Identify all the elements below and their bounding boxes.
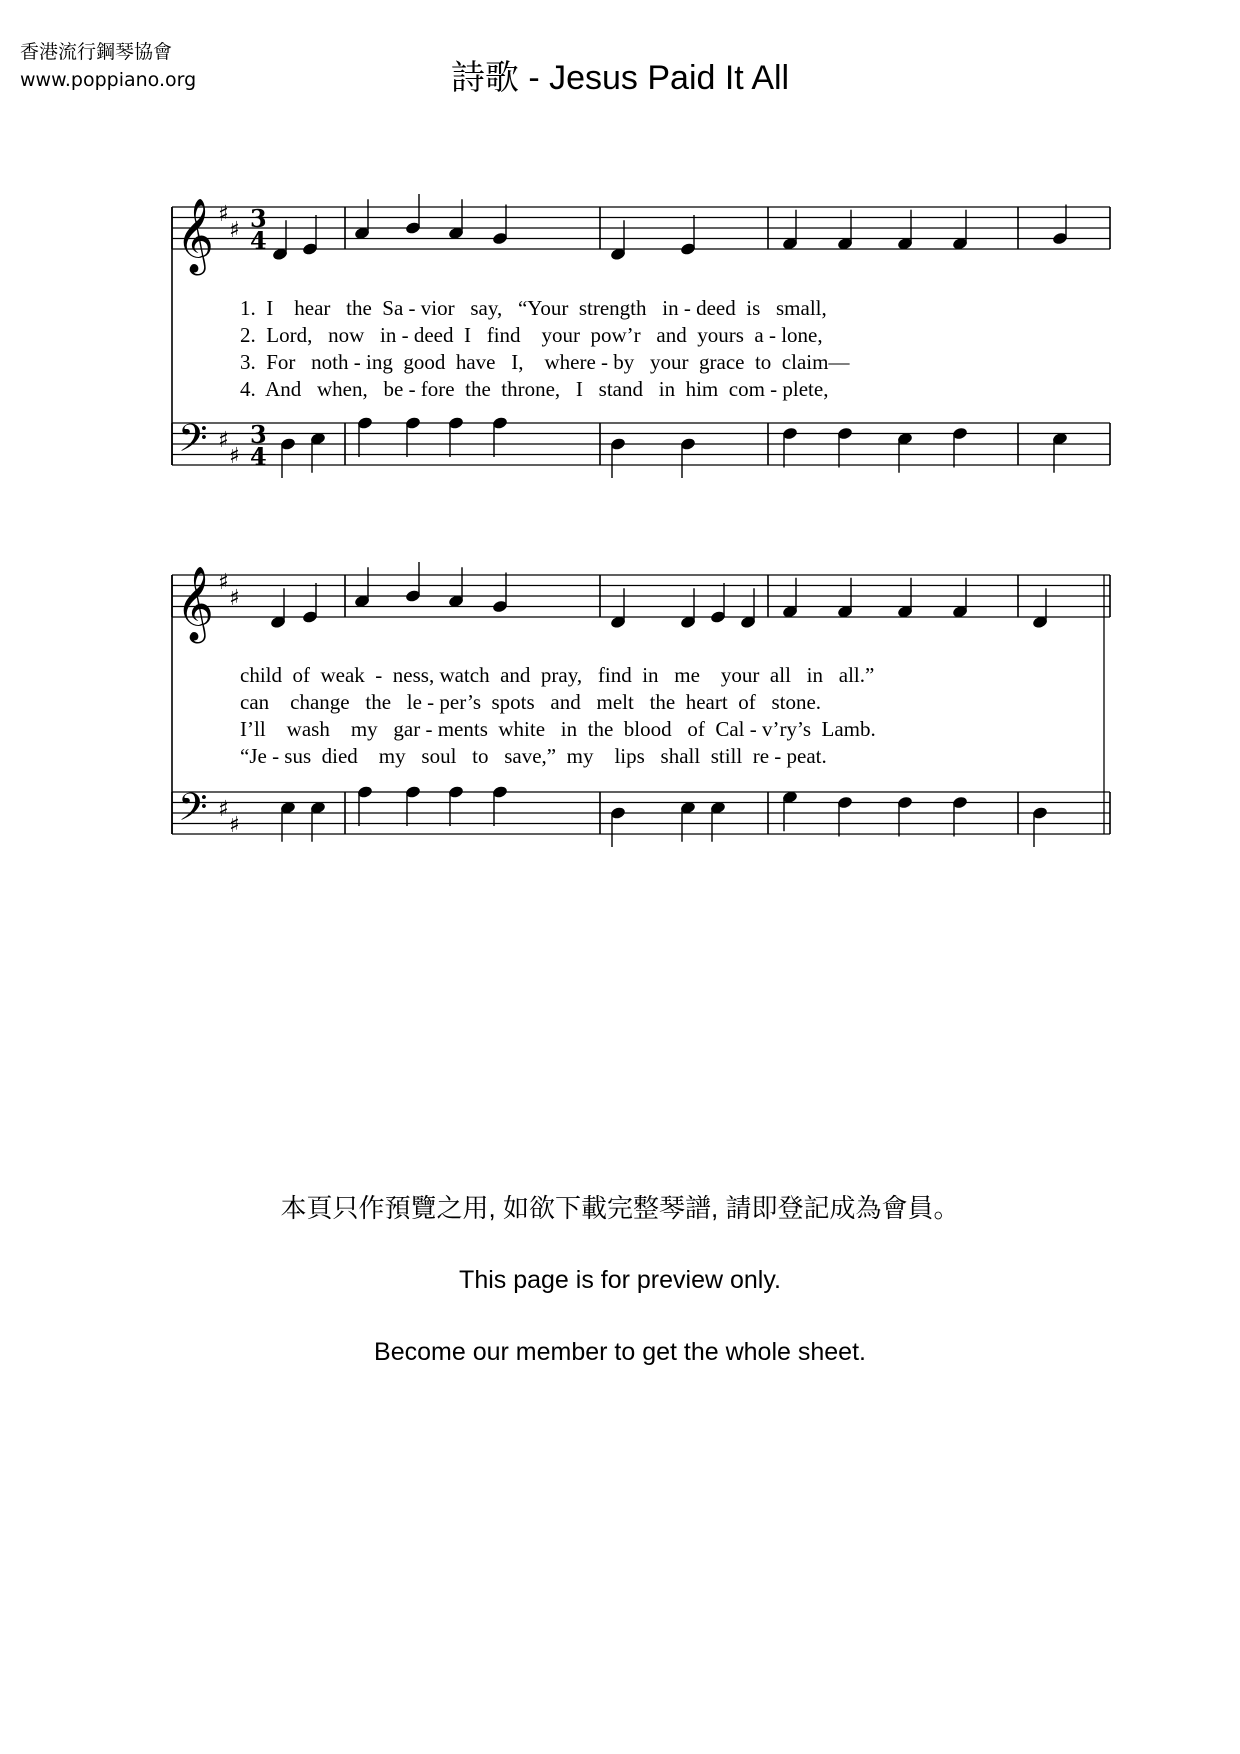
site-url[interactable]: www.poppiano.org (20, 69, 197, 91)
lyric-line: can change the le - per’s spots and melt the heart of stone. (240, 690, 822, 714)
lyric-line: child of weak - ness, watch and pray, find in me your all in all.” (240, 663, 875, 687)
lyric-line: “Je - sus died my soul to save,” my lips shall still re - peat. (240, 744, 827, 768)
sharp-sign: ♯ (218, 428, 229, 453)
system-1 (172, 194, 1110, 478)
treble-clef: 𝄞 (176, 199, 214, 273)
page-title: 詩歌 - Jesus Paid It All (450, 59, 790, 97)
time-sig-bottom: 4 (250, 442, 267, 471)
time-sig-top: 3 (250, 204, 267, 233)
preview-notice-en-line1: This page is for preview only. (459, 1266, 781, 1294)
sharp-sign: ♯ (229, 586, 240, 611)
treble-clef: 𝄞 (176, 567, 214, 641)
treble-staff (172, 567, 1110, 644)
sharp-sign: ♯ (229, 813, 240, 838)
site-name: 香港流行鋼琴協會 (20, 41, 173, 63)
sharp-sign: ♯ (218, 797, 229, 822)
lyric-line: 1. I hear the Sa - vior say, “Your strength in - deed is small, (240, 296, 827, 320)
lyric-line: 4. And when, be - fore the throne, I stand in him com - plete, (240, 377, 829, 401)
sharp-sign: ♯ (229, 218, 240, 243)
lyric-line: 3. For noth - ing good have I, where - by your grace to claim— (240, 350, 850, 374)
sharp-sign: ♯ (229, 444, 240, 469)
sharp-sign: ♯ (218, 202, 229, 227)
time-sig-top: 3 (250, 420, 267, 449)
sharp-sign: ♯ (218, 570, 229, 595)
preview-notice-en-line2: Become our member to get the whole sheet. (374, 1338, 866, 1366)
bass-clef: 𝄢 (178, 415, 208, 470)
lyric-line: I’ll wash my gar - ments white in the blood of Cal - v’ry’s Lamb. (240, 717, 876, 741)
time-sig-bottom: 4 (250, 226, 267, 255)
system-2 (172, 562, 1110, 847)
lyric-line: 2. Lord, now in - deed I find your pow’r and yours a - lone, (240, 323, 823, 347)
treble-staff (172, 199, 1110, 276)
bass-clef: 𝄢 (178, 784, 208, 839)
preview-notice-zh: 本頁只作預覽之用, 如欲下載完整琴譜, 請即登記成為會員。 (280, 1193, 960, 1223)
